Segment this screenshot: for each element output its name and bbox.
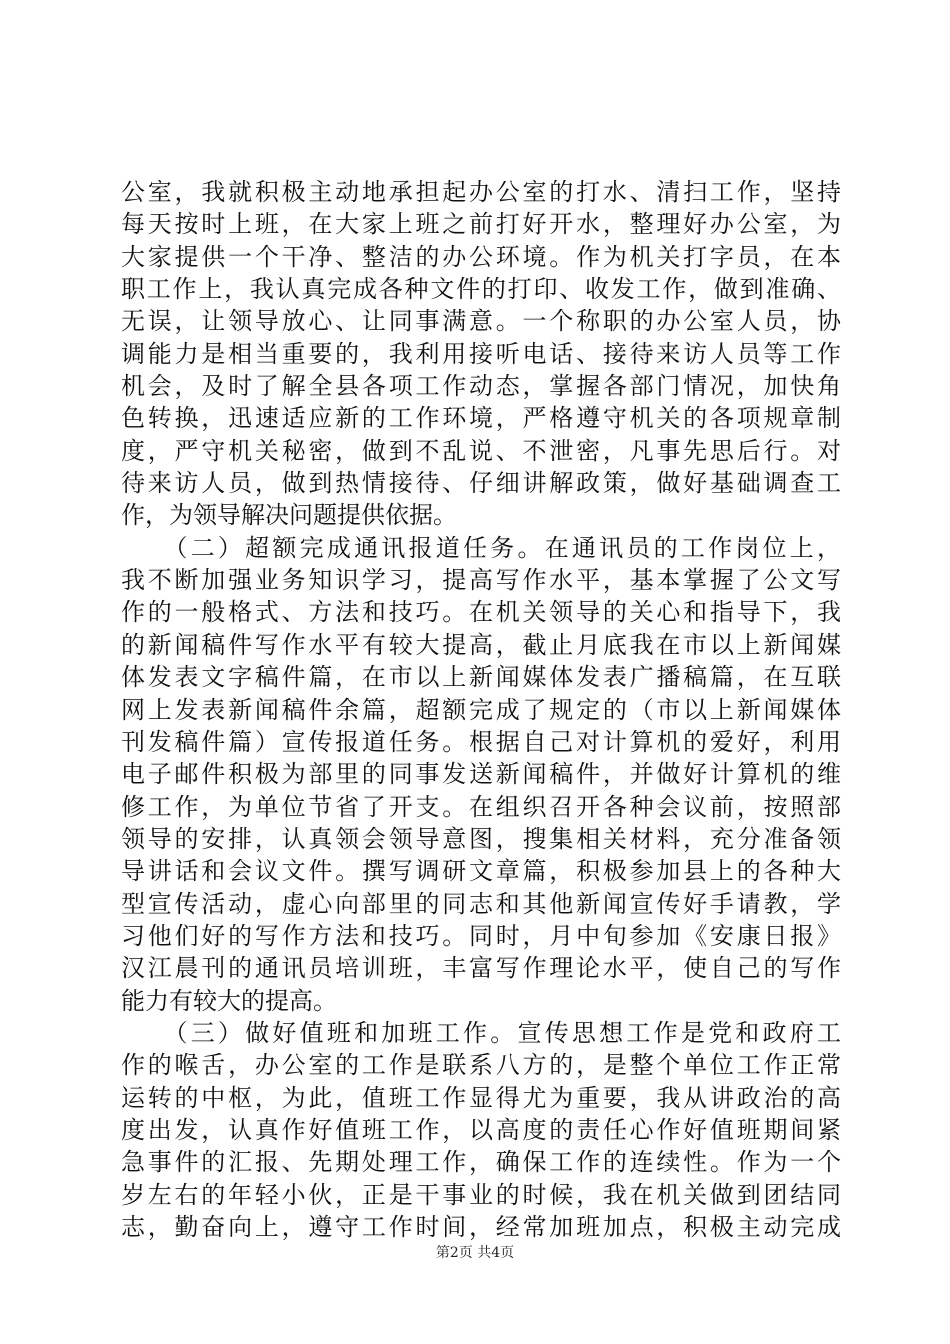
text-line: 志，勤奋向上，遵守工作时间，经常加班加点，积极主动完成 [121, 1213, 841, 1241]
text-line: 网上发表新闻稿件余篇，超额完成了规定的（市以上新闻媒体 [121, 695, 841, 724]
text-line: 体发表文字稿件篇，在市以上新闻媒体发表广播稿篇，在互联 [121, 663, 841, 692]
text-line: 我不断加强业务知识学习，提高写作水平，基本掌握了公文写 [121, 566, 841, 595]
text-line: 急事件的汇报、先期处理工作，确保工作的连续性。作为一个 [121, 1148, 841, 1177]
text-line: 待来访人员，做到热情接待、仔细讲解政策，做好基础调查工 [121, 469, 841, 498]
text-line: 型宣传活动，虚心向部里的同志和其他新闻宣传好手请教，学 [121, 889, 841, 918]
text-line: 能力有较大的提高。 [121, 986, 337, 1015]
text-line: 公室，我就积极主动地承担起办公室的打水、清扫工作，坚持 [121, 178, 841, 206]
text-line: 汉江晨刊的通讯员培训班，丰富写作理论水平，使自己的写作 [121, 954, 841, 983]
text-line: 作，为领导解决问题提供依据。 [121, 501, 457, 530]
text-line: 作的一般格式、方法和技巧。在机关领导的关心和指导下，我 [121, 598, 841, 627]
text-line: 刊发稿件篇）宣传报道任务。根据自己对计算机的爱好，利用 [121, 727, 841, 756]
text-line: 领导的安排，认真领会领导意图，搜集相关材料，充分准备领 [121, 824, 841, 853]
text-line: 调能力是相当重要的，我利用接听电话、接待来访人员等工作 [121, 339, 841, 368]
text-line: （三）做好值班和加班工作。宣传思想工作是党和政府工 [121, 1018, 841, 1047]
text-line: 的新闻稿件写作水平有较大提高，截止月底我在市以上新闻媒 [121, 630, 841, 659]
text-line: 运转的中枢，为此，值班工作显得尤为重要，我从讲政治的高 [121, 1083, 841, 1112]
text-line: 每天按时上班，在大家上班之前打好开水，整理好办公室，为 [121, 210, 841, 239]
text-line: 修工作，为单位节省了开支。在组织召开各种会议前，按照部 [121, 792, 841, 821]
text-line: （二）超额完成通讯报道任务。在通讯员的工作岗位上， [121, 533, 841, 562]
text-line: 职工作上，我认真完成各种文件的打印、收发工作，做到准确、 [121, 275, 841, 304]
text-line: 无误，让领导放心、让同事满意。一个称职的办公室人员，协 [121, 307, 841, 336]
text-line: 机会，及时了解全县各项工作动态，掌握各部门情况，加快角 [121, 372, 841, 401]
text-line: 大家提供一个干净、整洁的办公环境。作为机关打字员，在本 [121, 242, 841, 271]
text-line: 岁左右的年轻小伙，正是干事业的时候，我在机关做到团结同 [121, 1180, 841, 1209]
text-line: 色转换，迅速适应新的工作环境，严格遵守机关的各项规章制 [121, 404, 841, 433]
text-line: 度出发，认真作好值班工作，以高度的责任心作好值班期间紧 [121, 1115, 841, 1144]
text-line: 作的喉舌，办公室的工作是联系八方的，是整个单位工作正常 [121, 1051, 841, 1080]
text-line: 度，严守机关秘密，做到不乱说、不泄密，凡事先思后行。对 [121, 436, 841, 465]
text-line: 习他们好的写作方法和技巧。同时，月中旬参加《安康日报》 [121, 921, 841, 950]
page-footer: 第2页 共4页 [435, 1245, 515, 1261]
document-body [121, 176, 841, 1243]
text-line: 电子邮件积极为部里的同事发送新闻稿件，并做好计算机的维 [121, 760, 841, 789]
text-line: 导讲话和会议文件。撰写调研文章篇，积极参加县上的各种大 [121, 857, 841, 886]
